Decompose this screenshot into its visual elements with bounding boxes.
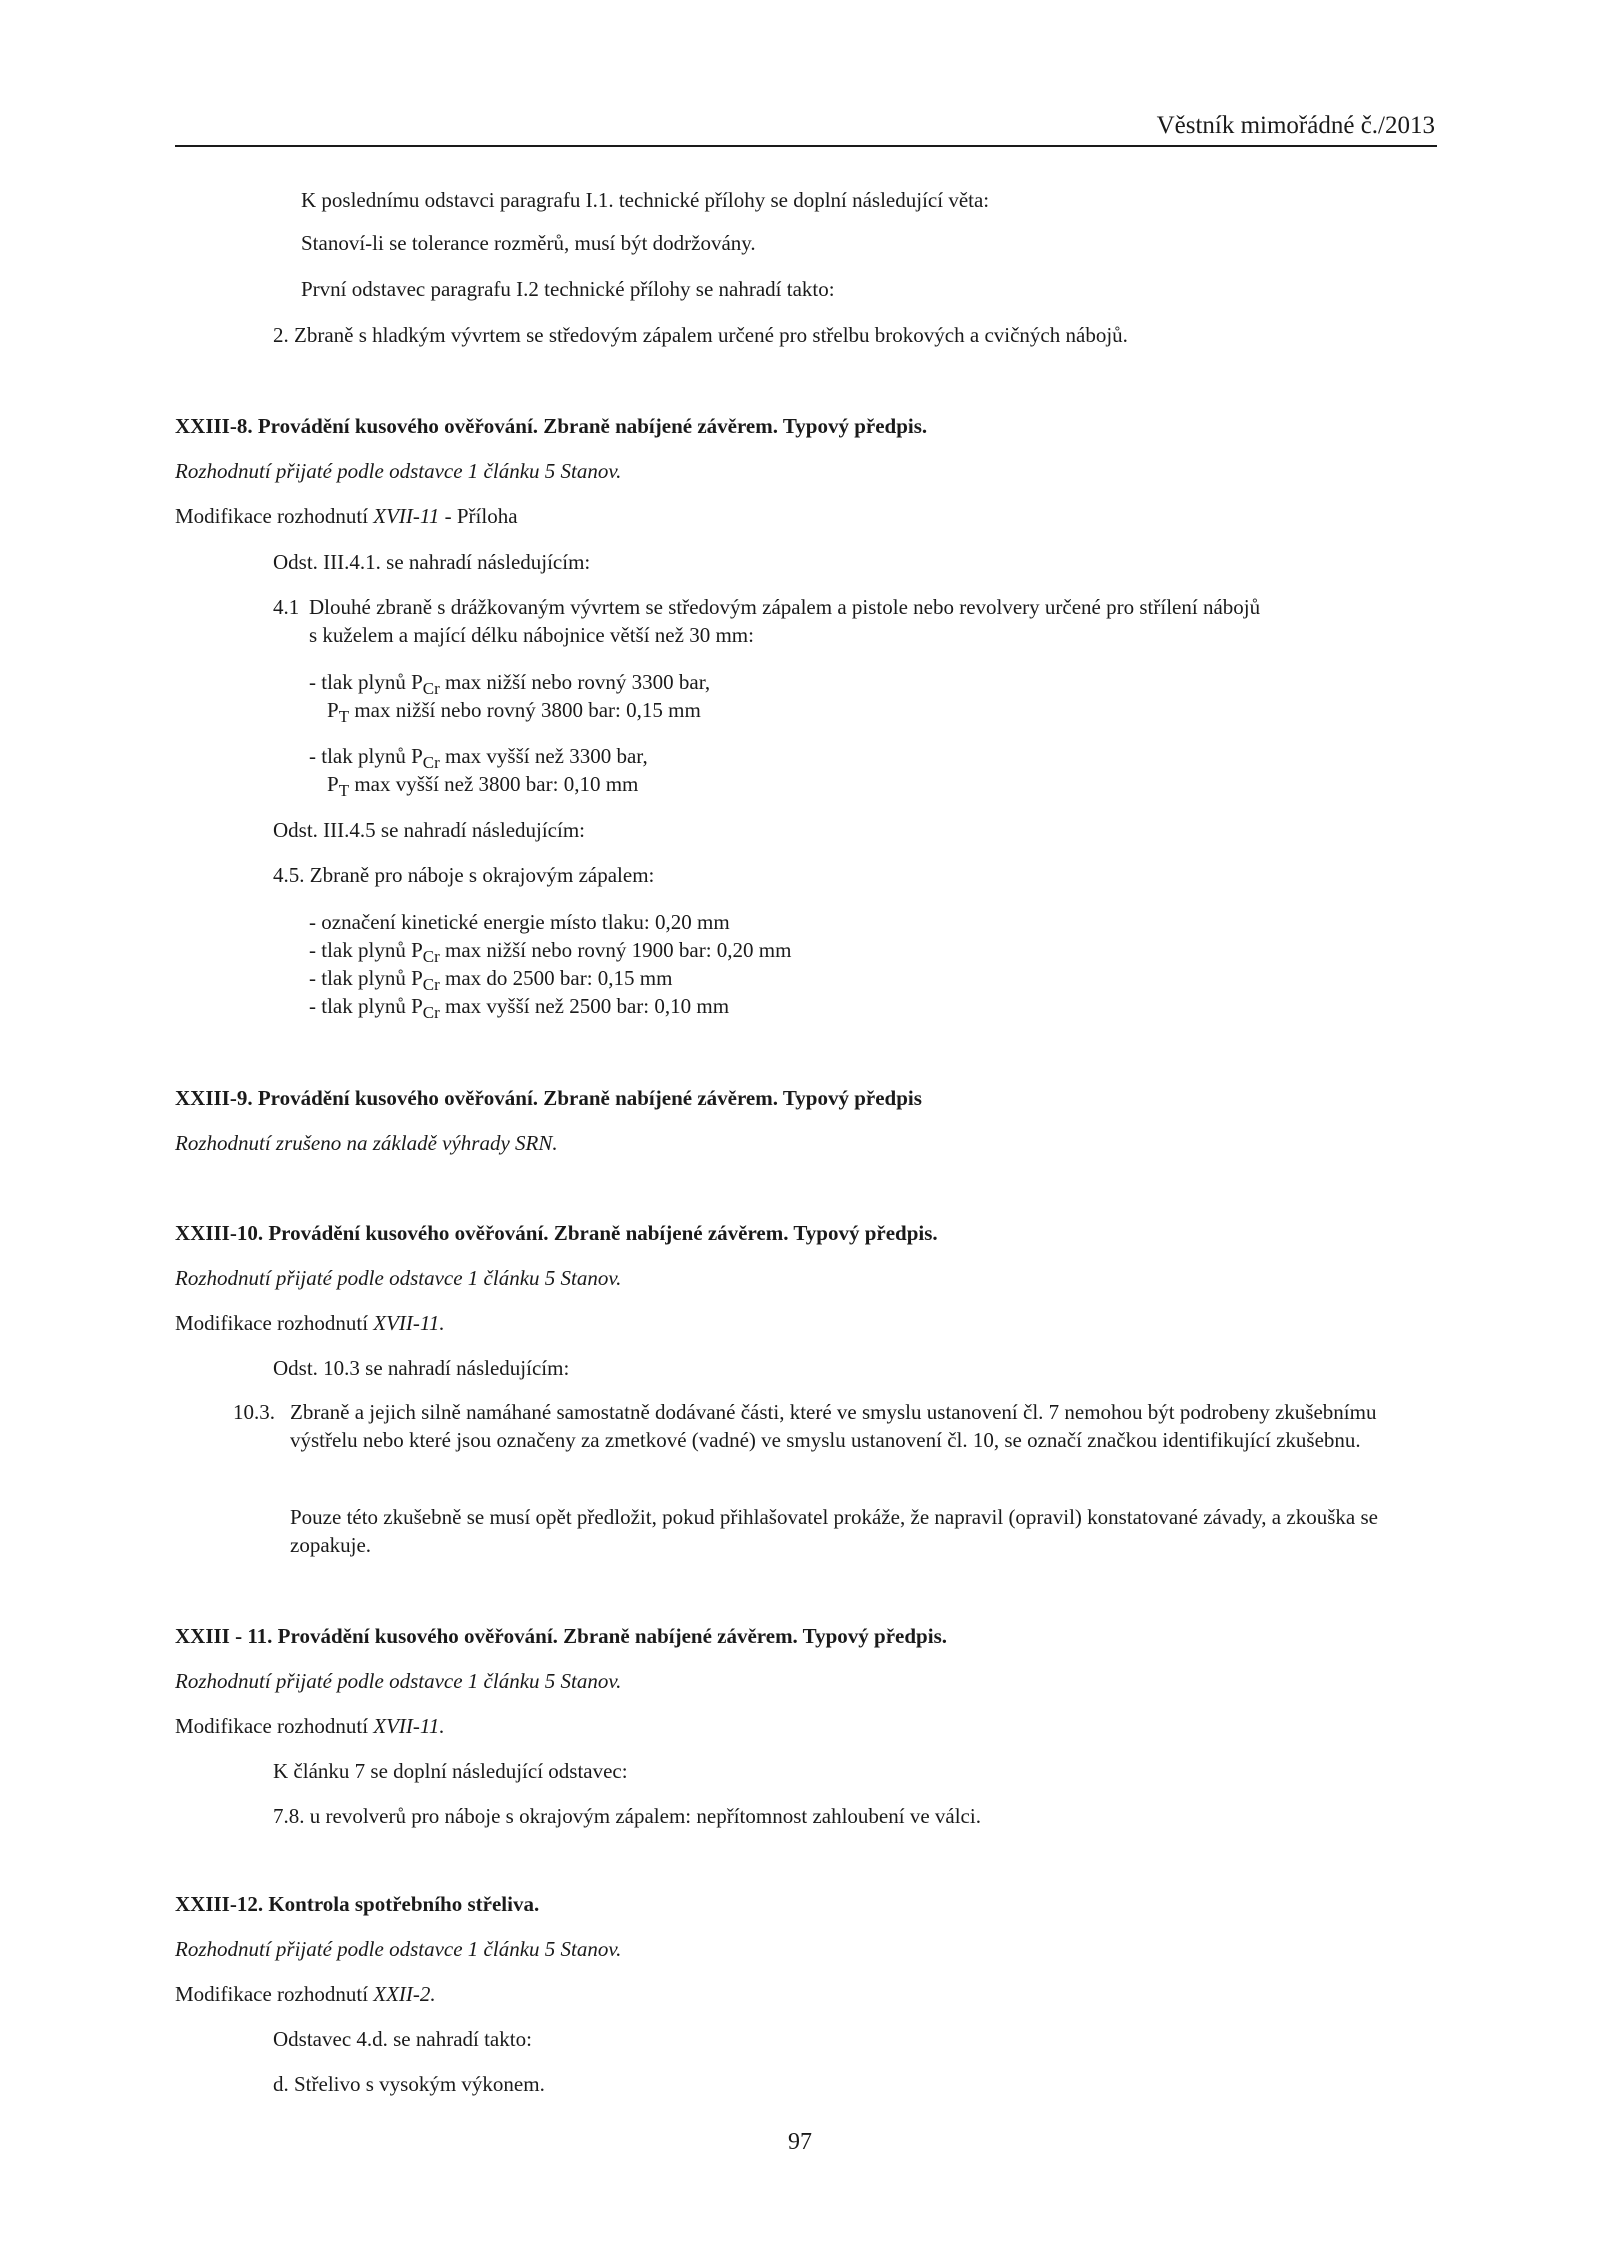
pressure-label: - tlak plynů P <box>309 994 423 1018</box>
section-title-xxiii-12: XXIII-12. Kontrola spotřebního střeliva. <box>175 1892 540 1916</box>
pressure-item <box>309 743 648 772</box>
pressure-label: - tlak plynů P <box>309 938 423 962</box>
pressure-value: max do 2500 bar: 0,15 mm <box>439 966 673 990</box>
modification-ref: XVII-11. <box>373 1311 445 1335</box>
intro-line-3: První odstavec paragrafu I.2 technické přílohy se nahradí takto: <box>301 277 835 301</box>
decision-note: Rozhodnutí zrušeno na základě výhrady SRN. <box>175 1131 558 1155</box>
pressure-value: max nižší nebo rovný 1900 bar: 0,20 mm <box>439 938 792 962</box>
paragraph-number: 10.3. <box>233 1400 275 1424</box>
modification-prefix: Modifikace rozhodnutí <box>175 1311 374 1335</box>
paragraph-instruction: Odstavec 4.d. se nahradí takto: <box>273 2027 532 2051</box>
pressure-item <box>327 771 639 800</box>
decision-note: Rozhodnutí přijaté podle odstavce 1 článku 5 Stanov. <box>175 1937 622 1961</box>
pressure-subscript: Cr <box>422 679 440 698</box>
paragraph-10-3 <box>233 1398 1443 1454</box>
modification-ref: XXII-2. <box>373 1982 436 2006</box>
modification-ref: XVII-11 <box>373 504 440 528</box>
modification-line <box>175 1981 436 2007</box>
pressure-label: P <box>327 698 339 722</box>
paragraph-7-8: 7.8. u revolverů pro náboje s okrajovým zápalem: nepřítomnost zahloubení ve válci. <box>273 1804 981 1828</box>
energy-item: - označení kinetické energie místo tlaku: 0,20 mm <box>309 910 730 934</box>
paragraph-text: Zbraně a jejich silně namáhané samostatně dodávané části, které ve smyslu ustanovení čl. 7 nemohou být podrobeny zkušebnímu výstřelu nebo které jsou označeny za zmetkové (vadné) ve smyslu ustanovení čl. 10, se označí značkou identifikující zkušebnu. <box>290 1400 1377 1452</box>
pressure-item <box>309 669 711 698</box>
pressure-label: - tlak plynů P <box>309 670 423 694</box>
paragraph-instruction: Odst. 10.3 se nahradí následujícím: <box>273 1356 570 1380</box>
modification-prefix: Modifikace rozhodnutí <box>175 1714 374 1738</box>
pressure-item <box>309 965 673 994</box>
decision-note: Rozhodnutí přijaté podle odstavce 1 článku 5 Stanov. <box>175 1266 622 1290</box>
decision-note: Rozhodnutí přijaté podle odstavce 1 článku 5 Stanov. <box>175 1669 622 1693</box>
paragraph-text: Pouze této zkušebně se musí opět předložit, pokud přihlašovatel prokáže, že napravil (opravil) konstatované závady, a zkouška se zopakuje. <box>290 1505 1378 1557</box>
pressure-item <box>327 697 701 726</box>
paragraph-4-1-line-1: Dlouhé zbraně s drážkovaným vývrtem se středovým zápalem a pistole nebo revolvery určené pro střílení nábojů <box>309 595 1261 619</box>
section-title-xxiii-10: XXIII-10. Provádění kusového ověřování. Zbraně nabíjené závěrem. Typový předpis. <box>175 1221 938 1245</box>
paragraph-instruction: Odst. III.4.5 se nahradí následujícím: <box>273 818 586 842</box>
pressure-subscript: Cr <box>422 753 440 772</box>
paragraph-d: d. Střelivo s vysokým výkonem. <box>273 2072 545 2096</box>
pressure-subscript: T <box>338 781 350 800</box>
paragraph-instruction: K článku 7 se doplní následující odstavec: <box>273 1759 628 1783</box>
section-title-xxiii-8: XXIII-8. Provádění kusového ověřování. Zbraně nabíjené závěrem. Typový předpis. <box>175 414 928 438</box>
header-rule <box>175 145 1437 147</box>
paragraph-4-1-number: 4.1 <box>273 595 300 619</box>
intro-line-2: Stanoví-li se tolerance rozměrů, musí být dodržovány. <box>301 231 756 255</box>
modification-suffix: - Příloha <box>439 504 518 528</box>
paragraph-10-3-continuation <box>290 1503 1443 1559</box>
decision-note: Rozhodnutí přijaté podle odstavce 1 článku 5 Stanov. <box>175 459 622 483</box>
modification-line <box>175 1713 445 1739</box>
pressure-value: max vyšší než 3300 bar, <box>439 744 648 768</box>
pressure-subscript: Cr <box>422 947 440 966</box>
modification-line <box>175 1310 445 1336</box>
pressure-value: max nižší nebo rovný 3300 bar, <box>439 670 711 694</box>
modification-prefix: Modifikace rozhodnutí <box>175 1982 374 2006</box>
intro-line-1: K poslednímu odstavci paragrafu I.1. technické přílohy se doplní následující věta: <box>301 188 990 212</box>
modification-prefix: Modifikace rozhodnutí <box>175 504 374 528</box>
modification-ref: XVII-11. <box>373 1714 445 1738</box>
section-title-xxiii-9: XXIII-9. Provádění kusového ověřování. Zbraně nabíjené závěrem. Typový předpis <box>175 1086 922 1110</box>
pressure-item <box>309 937 792 966</box>
pressure-subscript: T <box>338 707 350 726</box>
pressure-item <box>309 993 730 1022</box>
paragraph-4-5: 4.5. Zbraně pro náboje s okrajovým zápalem: <box>273 863 655 887</box>
pressure-subscript: Cr <box>422 975 440 994</box>
page-number: 97 <box>788 2129 812 2155</box>
pressure-label: - tlak plynů P <box>309 744 423 768</box>
paragraph-instruction: Odst. III.4.1. se nahradí následujícím: <box>273 550 591 574</box>
pressure-subscript: Cr <box>422 1003 440 1022</box>
section-title-xxiii-11: XXIII - 11. Provádění kusového ověřování. Zbraně nabíjené závěrem. Typový předpis. <box>175 1624 947 1648</box>
pressure-value: max vyšší než 3800 bar: 0,10 mm <box>349 772 639 796</box>
pressure-value: max nižší nebo rovný 3800 bar: 0,15 mm <box>349 698 701 722</box>
modification-line <box>175 503 518 529</box>
pressure-label: - tlak plynů P <box>309 966 423 990</box>
running-header: Věstník mimořádné č./2013 <box>1156 112 1435 139</box>
pressure-label: P <box>327 772 339 796</box>
intro-line-4: 2. Zbraně s hladkým vývrtem se středovým zápalem určené pro střelbu brokových a cvičných nábojů. <box>273 323 1128 347</box>
pressure-value: max vyšší než 2500 bar: 0,10 mm <box>439 994 730 1018</box>
paragraph-4-1-line-2: s kuželem a mající délku nábojnice větší než 30 mm: <box>309 623 754 647</box>
